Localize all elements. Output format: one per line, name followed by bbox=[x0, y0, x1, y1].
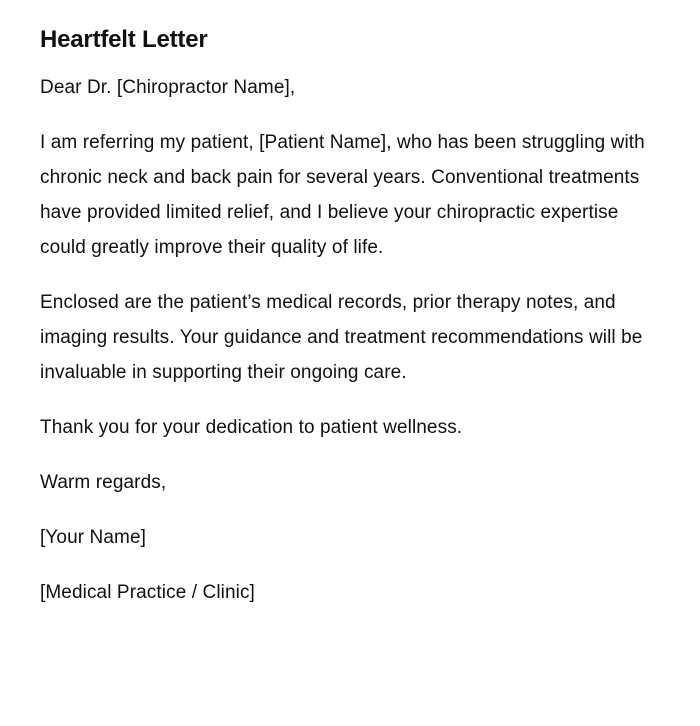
letter-document bbox=[40, 24, 660, 630]
letter-title: Heartfelt Letter bbox=[40, 26, 208, 53]
letter-paragraph-thanks: Thank you for your dedication to patient wellness. bbox=[40, 417, 463, 438]
letter-paragraph-referral: I am referring my patient, [Patient Name], who has been struggling with chronic neck and back pain for several years. Conventional treatments have provided limited relief, and I believe your chiropractic expertise could greatly improve their quality of life. bbox=[40, 132, 645, 258]
signature-name: [Your Name] bbox=[40, 527, 147, 548]
letter-salutation: Dear Dr. [Chiropractor Name], bbox=[40, 77, 296, 98]
signature-practice: [Medical Practice / Clinic] bbox=[40, 582, 255, 603]
letter-paragraph-enclosures: Enclosed are the patient’s medical records, prior therapy notes, and imaging results. Your guidance and treatment recommendations will be invaluable in supporting their ongoing care. bbox=[40, 292, 643, 383]
letter-closing: Warm regards, bbox=[40, 472, 167, 493]
